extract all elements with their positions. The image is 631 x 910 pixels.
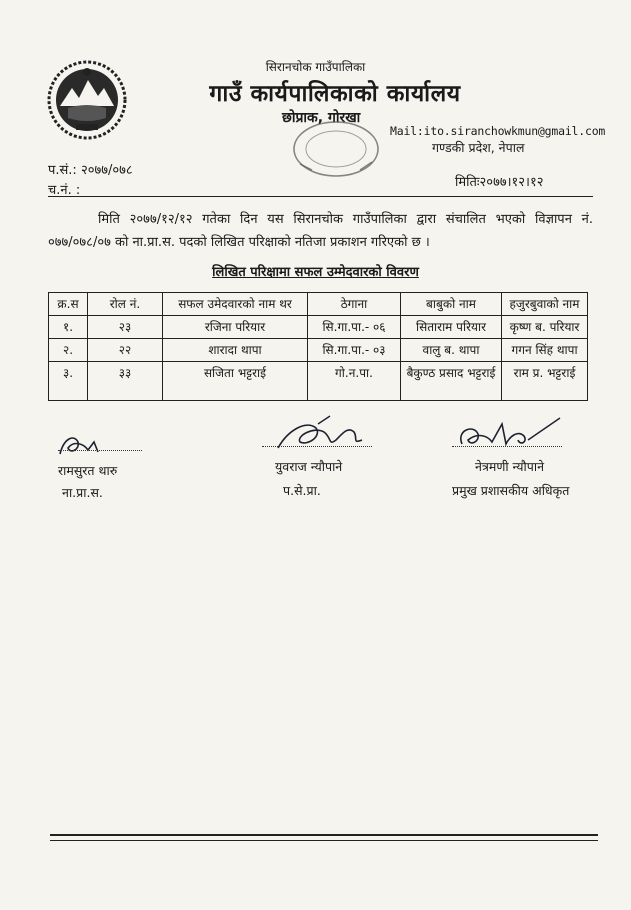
signatory-3-name: नेत्रमणी न्यौपाने <box>475 459 545 474</box>
office-province: गण्डकी प्रदेश, नेपाल <box>432 140 525 155</box>
table-cell: २२ <box>88 339 163 362</box>
reference-number: प.सं.: २०७७/०७८ <box>48 163 133 178</box>
office-title: गाउँ कार्यपालिकाको कार्यालय <box>209 81 461 107</box>
table-header-row <box>49 293 588 316</box>
table-cell: ३३ <box>88 362 163 401</box>
table-cell: गगन सिंह थापा <box>502 339 588 362</box>
table-cell: सि.गा.पा.- ०६ <box>308 316 401 339</box>
table-cell: गो.न.पा. <box>308 362 401 401</box>
column-header: हजुरबुवाको नाम <box>502 293 588 316</box>
table-cell: शारादा थापा <box>163 339 308 362</box>
table-row <box>49 362 588 401</box>
office-address: छोप्राक, गोरखा <box>282 110 361 126</box>
signatory-1-name: रामसुरत थारु <box>58 463 118 478</box>
signatory-2-post: प.से.प्रा. <box>283 483 321 498</box>
signatory-3-post: प्रमुख प्रशासकीय अधिकृत <box>452 483 570 498</box>
results-table-heading: लिखित परिक्षामा सफल उम्मेदवारको विवरण <box>212 265 419 280</box>
column-header: क्र.स <box>49 293 88 316</box>
table-cell: सि.गा.पा.- ०३ <box>308 339 401 362</box>
footer-rule-thin <box>50 840 598 841</box>
column-header: ठेगाना <box>308 293 401 316</box>
table-cell: २. <box>49 339 88 362</box>
dispatch-number: च.नं. : <box>48 183 81 198</box>
column-header: बाबुको नाम <box>401 293 502 316</box>
table-cell: सिताराम परियार <box>401 316 502 339</box>
signatory-2-name: युवराज न्यौपाने <box>275 459 343 474</box>
signature-line-1 <box>58 450 142 451</box>
header-divider <box>48 196 593 197</box>
table-cell: सजिता भट्टराई <box>163 362 308 401</box>
table-row <box>49 316 588 339</box>
table-cell: १. <box>49 316 88 339</box>
signatory-1-post: ना.प्रा.स. <box>62 485 103 500</box>
letter-date: मितिः२०७७।१२।१२ <box>455 175 544 190</box>
signature-line-2 <box>262 446 372 447</box>
signature-line-3 <box>452 446 562 447</box>
office-stamp-seal <box>290 118 382 180</box>
table-cell: वालु ब. थापा <box>401 339 502 362</box>
column-header: रोल नं. <box>88 293 163 316</box>
signature-1-image <box>54 420 144 462</box>
column-header: सफल उमेदवारको नाम थर <box>163 293 308 316</box>
table-cell: कृष्ण ब. परियार <box>502 316 588 339</box>
municipality-name: सिरानचोक गाउँपालिका <box>265 60 366 74</box>
footer-rule <box>50 834 598 836</box>
results-table <box>48 292 588 401</box>
table-row <box>49 339 588 362</box>
table-cell: बैकुण्ठ प्रसाद भट्टराई <box>401 362 502 401</box>
table-cell: रजिना परियार <box>163 316 308 339</box>
table-cell: राम प्र. भट्टराई <box>502 362 588 401</box>
office-email: Mail:ito.siranchowkmun@gmail.com <box>390 124 606 138</box>
table-cell: ३. <box>49 362 88 401</box>
notice-paragraph: मिति २०७७/१२/१२ गतेका दिन यस सिरानचोक गाउँपालिका द्वारा संचालित भएको विज्ञापन नं. ०७७/०७८/०७ को ना.प्रा.स. पदको लिखित परिक्षाको नतिजा प्रकाशन गरिएको छ । <box>48 212 593 250</box>
table-cell: २३ <box>88 316 163 339</box>
